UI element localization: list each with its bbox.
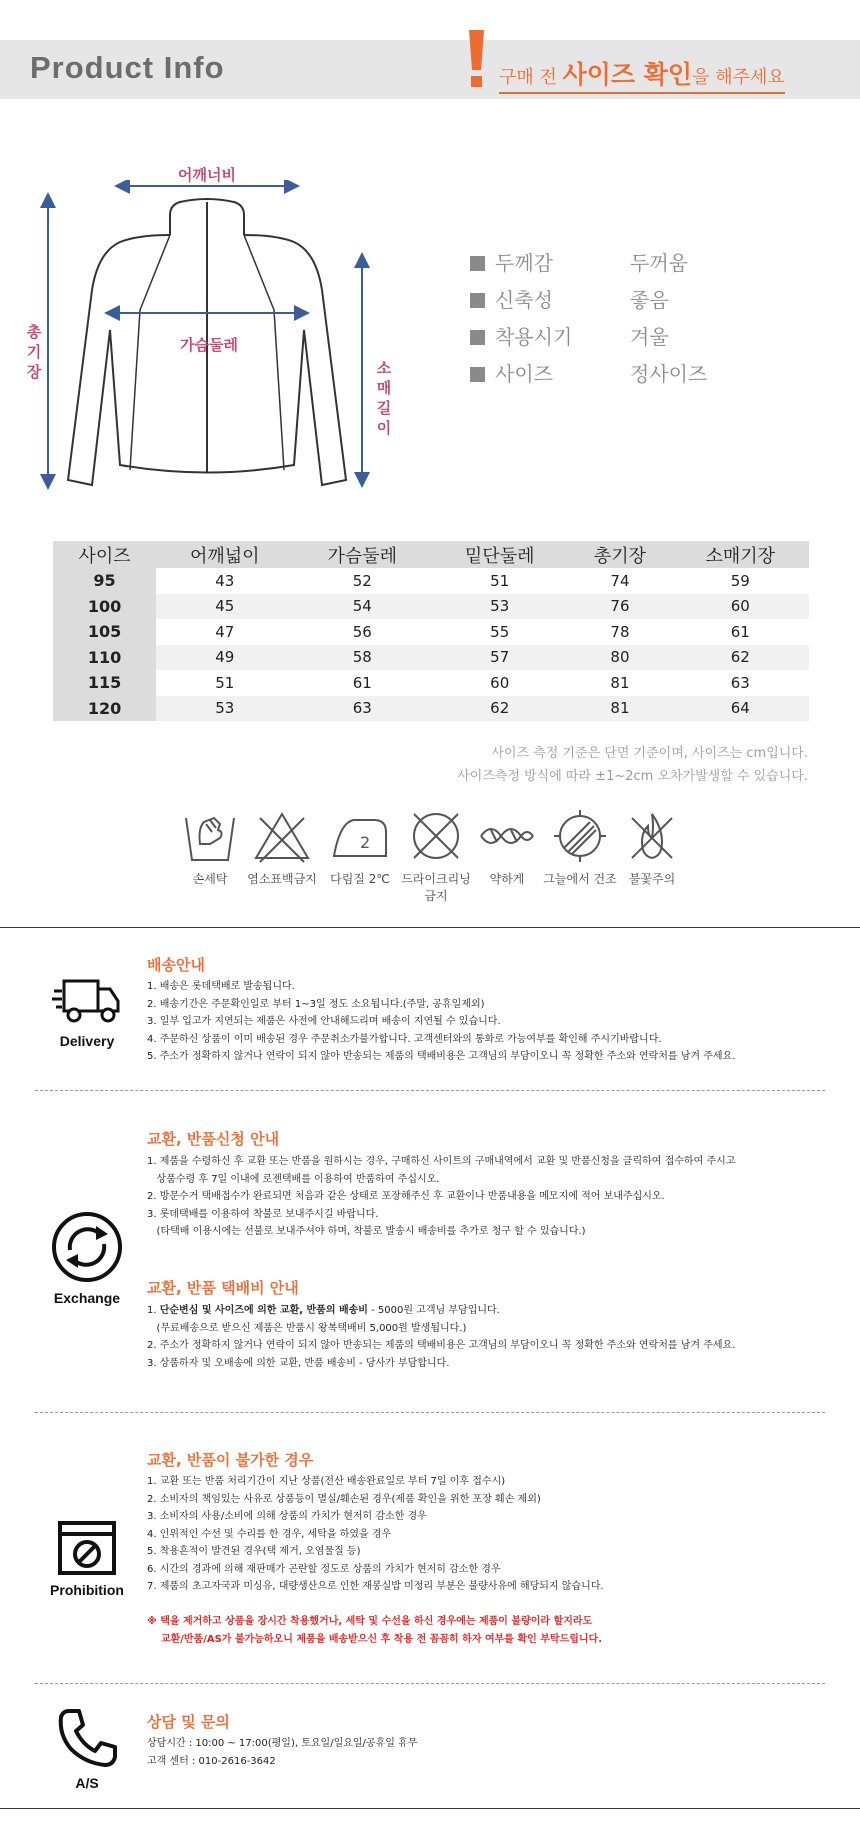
prohibition-title: 교환, 반품이 불가한 경우 <box>147 1451 314 1469</box>
prohibition-icon-block <box>42 1520 132 1598</box>
table-row <box>53 619 809 645</box>
size-note-1: 사이즈 측정 기준은 단면 기준이며, 사이즈는 cm입니다. <box>491 746 808 761</box>
care-instruction <box>467 808 547 887</box>
size-table-header <box>53 541 809 568</box>
exchange-icon-block <box>42 1210 132 1306</box>
table-row <box>53 594 809 620</box>
table-cell: 61 <box>352 673 372 692</box>
fee-text: 2. 주소가 정확하지 않거나 연락이 되지 않아 반송되는 제품의 택배비용은 고객님의 부담이오니 꼭 정확한 주소와 연락처를 남겨 주세요. <box>147 1340 736 1351</box>
spec-label: 신축성 <box>495 288 553 312</box>
exchange-fee-list <box>147 1302 735 1372</box>
table-cell: 60 <box>672 594 809 620</box>
table-cell: 81 <box>568 696 671 722</box>
product-info-header <box>0 40 860 99</box>
table-cell: 43 <box>215 571 235 590</box>
as-title: 상담 및 문의 <box>147 1713 230 1731</box>
divider <box>0 1808 860 1809</box>
table-row <box>53 696 809 722</box>
exchange-title: 교환, 반품신청 안내 <box>147 1130 280 1148</box>
list-item: 3. 일부 입고가 지연되는 제품은 사전에 안내해드리며 배송이 지연될 수 있습니다. <box>147 1016 501 1027</box>
square-bullet-icon <box>470 293 485 308</box>
exchange-icon <box>50 1210 124 1284</box>
table-cell: 47 <box>215 622 235 641</box>
as-info <box>147 1735 417 1770</box>
as-hours: 상담시간 : 10:00 ~ 17:00(평일), 토요일/일요일/공휴일 휴무 <box>147 1738 418 1749</box>
list-item: 5. 주소가 정확하지 않거나 연락이 되지 않아 반송되는 제품의 택배비용은 고객님의 부담이오니 꼭 정확한 주소와 연락처를 남겨 주세요. <box>147 1051 736 1062</box>
care-instruction <box>170 808 250 887</box>
hand-wash-icon <box>170 808 250 864</box>
list-item: 2. 방문수거 택배접수가 완료되면 처음과 같은 상태로 포장해주신 후 교환이나 반품내용을 메모지에 적어 보내주십시오. <box>147 1191 665 1202</box>
exchange-label: Exchange <box>53 1290 121 1306</box>
care-label: 염소표백금지 <box>247 872 317 886</box>
list-item: 3. 소비자의 사용/소비에 의해 상품의 가치가 현저히 감소한 경우 <box>147 1511 427 1522</box>
table-cell: 55 <box>490 622 510 641</box>
delivery-title: 배송안내 <box>147 956 205 974</box>
no-bleach-icon <box>242 808 322 864</box>
list-item <box>147 1320 735 1338</box>
size-cell: 110 <box>53 645 156 671</box>
list-item: 상품수령 후 7일 이내에 로젠택배를 이용하여 반품하여 주십시오. <box>147 1173 440 1185</box>
column-header: 가슴둘레 <box>294 541 431 568</box>
table-cell: 49 <box>156 645 293 671</box>
list-item <box>147 1337 735 1355</box>
table-cell: 51 <box>490 571 510 590</box>
table-cell: 63 <box>730 673 750 692</box>
table-cell: 51 <box>215 673 235 692</box>
table-row <box>53 645 809 671</box>
spec-label: 착용시기 <box>495 325 573 349</box>
table-row <box>53 670 809 696</box>
table-cell: 62 <box>672 645 809 671</box>
phone-icon <box>55 1705 119 1769</box>
care-label: 약하게 <box>489 872 525 886</box>
table-cell: 57 <box>431 645 568 671</box>
care-label: 그늘에서 건조 <box>543 872 617 886</box>
size-cell: 120 <box>53 696 156 722</box>
list-item: 7. 제품의 초고자국과 미싱유, 대량생산으로 인한 재봉실밥 미정리 부분은 불량사유에 해당되지 않습니다. <box>147 1581 604 1592</box>
spec-row <box>470 284 669 313</box>
table-cell: 78 <box>610 622 630 641</box>
column-header: 사이즈 <box>53 541 156 568</box>
shade-dry-icon <box>540 808 620 864</box>
table-cell: 53 <box>431 594 568 620</box>
as-phone: 고객 센터 : 010-2616-3642 <box>147 1755 276 1767</box>
delivery-list <box>147 978 735 1066</box>
table-cell: 56 <box>352 622 372 641</box>
flame-caution-icon <box>612 808 692 864</box>
notice-emph: 사이즈 확인 <box>562 60 693 89</box>
table-cell: 53 <box>156 696 293 722</box>
care-instruction <box>540 808 620 887</box>
list-item: 5. 착용흔적이 발견된 경우(택 제거, 오염물질 등) <box>147 1546 361 1557</box>
size-cell: 105 <box>53 619 156 645</box>
list-item: 1. 배송은 롯데택배로 발송됩니다. <box>147 981 295 992</box>
square-bullet-icon <box>470 330 485 345</box>
size-cell: 115 <box>53 670 156 696</box>
table-cell: 59 <box>730 571 750 590</box>
list-item <box>147 1355 735 1373</box>
column-header: 소매기장 <box>672 541 809 568</box>
size-table <box>53 541 809 721</box>
spec-row <box>470 358 708 387</box>
column-header: 밑단둘레 <box>431 541 568 568</box>
spec-value: 정사이즈 <box>630 362 708 386</box>
table-cell: 74 <box>610 571 630 590</box>
size-cell: 95 <box>53 568 156 594</box>
care-label: 불꽃주의 <box>628 872 676 886</box>
spec-value: 두꺼움 <box>630 251 688 275</box>
spec-value: 좋음 <box>630 288 669 312</box>
table-cell: 81 <box>610 673 630 692</box>
list-item: 2. 배송기간은 주문확인일로 부터 1~3일 정도 소요됩니다.(주말, 공휴일제외) <box>147 998 485 1010</box>
table-cell: 80 <box>568 645 671 671</box>
care-instruction <box>242 808 322 887</box>
list-item: ※ 택을 제거하고 상품을 장시간 착용했거나, 세탁 및 수선을 하신 경우에는 제품이 불량이라 할지라도 <box>147 1616 593 1627</box>
column-header: 어깨넓이 <box>156 541 293 568</box>
care-label: 손세탁 <box>192 872 228 886</box>
list-item: 4. 주문하신 상품이 이미 배송된 경우 주문취소가불가합니다. 고객센터와의 통화로 가능여부를 확인해 주시기바랍니다. <box>147 1033 662 1045</box>
label-length: 총기장 <box>26 323 42 381</box>
list-item <box>147 1302 735 1320</box>
table-row <box>53 568 809 594</box>
spec-value: 겨울 <box>630 325 669 349</box>
truck-icon <box>52 975 122 1027</box>
care-instruction <box>396 808 476 904</box>
product-info-title: Product Info <box>30 50 225 85</box>
table-cell: 54 <box>294 594 431 620</box>
fee-text: 1. <box>147 1305 160 1316</box>
spec-label: 두께감 <box>495 251 553 275</box>
list-item: 2. 소비자의 책임있는 사유로 상품등이 멸실/훼손된 경우(제품 확인을 위한 포장 훼손 제외) <box>147 1493 541 1505</box>
table-cell: 45 <box>156 594 293 620</box>
fee-text: 3. 상품하자 및 오배송에 의한 교환, 반품 배송비 - 당사가 부담합니다. <box>147 1357 450 1369</box>
table-cell: 52 <box>352 571 372 590</box>
divider <box>35 1683 825 1684</box>
size-note-2: 사이즈측정 방식에 따라 ±1~2cm 오차가발생할 수 있습니다. <box>457 769 808 784</box>
no-dry-clean-icon <box>396 808 476 864</box>
list-item: 1. 교환 또는 반품 처리기간이 지난 상품(전산 배송완료일로 부터 7일 이후 접수시) <box>147 1476 506 1487</box>
notice-pre: 구매 전 <box>499 67 563 88</box>
care-instruction <box>612 808 692 887</box>
delivery-label: Delivery <box>59 1033 115 1049</box>
spec-row <box>470 247 688 276</box>
list-item: 6. 시간의 경과에 의해 재판매가 곤란할 정도로 상품의 가치가 현저히 감소한 경우 <box>147 1563 501 1575</box>
label-shoulder: 어깨너비 <box>178 166 236 184</box>
gentle-wring-icon <box>467 808 547 864</box>
square-bullet-icon <box>470 256 485 271</box>
prohibition-warning <box>147 1613 602 1648</box>
as-icon-block <box>42 1705 132 1791</box>
label-chest: 가슴둘레 <box>180 336 238 354</box>
list-item: 교환/반품/AS가 불가능하오니 제품을 배송받으신 후 착용 전 꼼꼼히 하자 여부를 확인 부탁드립니다. <box>147 1633 603 1645</box>
table-cell: 58 <box>294 645 431 671</box>
care-label: 다림질 2℃ <box>330 872 390 886</box>
table-cell: 64 <box>672 696 809 722</box>
label-sleeve: 소매길이 <box>376 359 392 437</box>
exclamation-icon <box>468 30 485 94</box>
table-cell: 61 <box>730 622 750 641</box>
delivery-icon-block <box>42 975 132 1049</box>
exchange-fee-title: 교환, 반품 택배비 안내 <box>147 1279 299 1297</box>
size-check-notice <box>499 55 785 94</box>
as-label: A/S <box>75 1775 99 1791</box>
divider <box>35 1090 825 1091</box>
fee-text: (무료배송으로 받으신 제품은 반품시 왕복택배비 5,000원 발생됩니다.) <box>147 1322 467 1334</box>
jacket-measurement-diagram <box>20 166 420 500</box>
spec-row <box>470 321 669 350</box>
column-header: 총기장 <box>568 541 671 568</box>
table-cell: 60 <box>490 673 510 692</box>
notice-post: 을 해주세요 <box>692 67 785 88</box>
list-item: 3. 롯데택배를 이용하여 착불로 보내주시길 바랍니다. <box>147 1208 379 1220</box>
care-instruction <box>320 808 400 887</box>
fee-text: - 5000원 고객님 부담입니다. <box>367 1305 500 1316</box>
list-item: 4. 인위적인 수선 및 수리를 한 경우, 세탁을 하였을 경우 <box>147 1528 392 1540</box>
prohibition-list <box>147 1473 604 1596</box>
size-cell: 100 <box>53 594 156 620</box>
care-label: 드라이크리닝 금지 <box>401 872 471 903</box>
list-item: (타택배 이용시에는 선불로 보내주셔야 하며, 착불로 발송시 배송비를 추가로 청구 할 수 있습니다.) <box>147 1226 586 1237</box>
prohibition-icon <box>57 1520 117 1576</box>
svg-text:2: 2 <box>360 833 371 852</box>
table-cell: 76 <box>568 594 671 620</box>
iron-icon <box>320 808 400 864</box>
divider <box>35 1412 825 1413</box>
exchange-list <box>147 1153 735 1241</box>
list-item: 1. 제품을 수령하신 후 교환 또는 반품을 원하시는 경우, 구매하신 사이트의 구매내역에서 교환 및 반품신청을 클릭하여 접수하여 주시고 <box>147 1156 736 1167</box>
divider <box>0 927 860 928</box>
table-cell: 62 <box>431 696 568 722</box>
prohibition-label: Prohibition <box>50 1582 124 1598</box>
spec-label: 사이즈 <box>495 362 553 386</box>
square-bullet-icon <box>470 367 485 382</box>
fee-emphasis: 단순변심 및 사이즈에 의한 교환, 반품의 배송비 <box>159 1305 368 1316</box>
table-cell: 63 <box>294 696 431 722</box>
